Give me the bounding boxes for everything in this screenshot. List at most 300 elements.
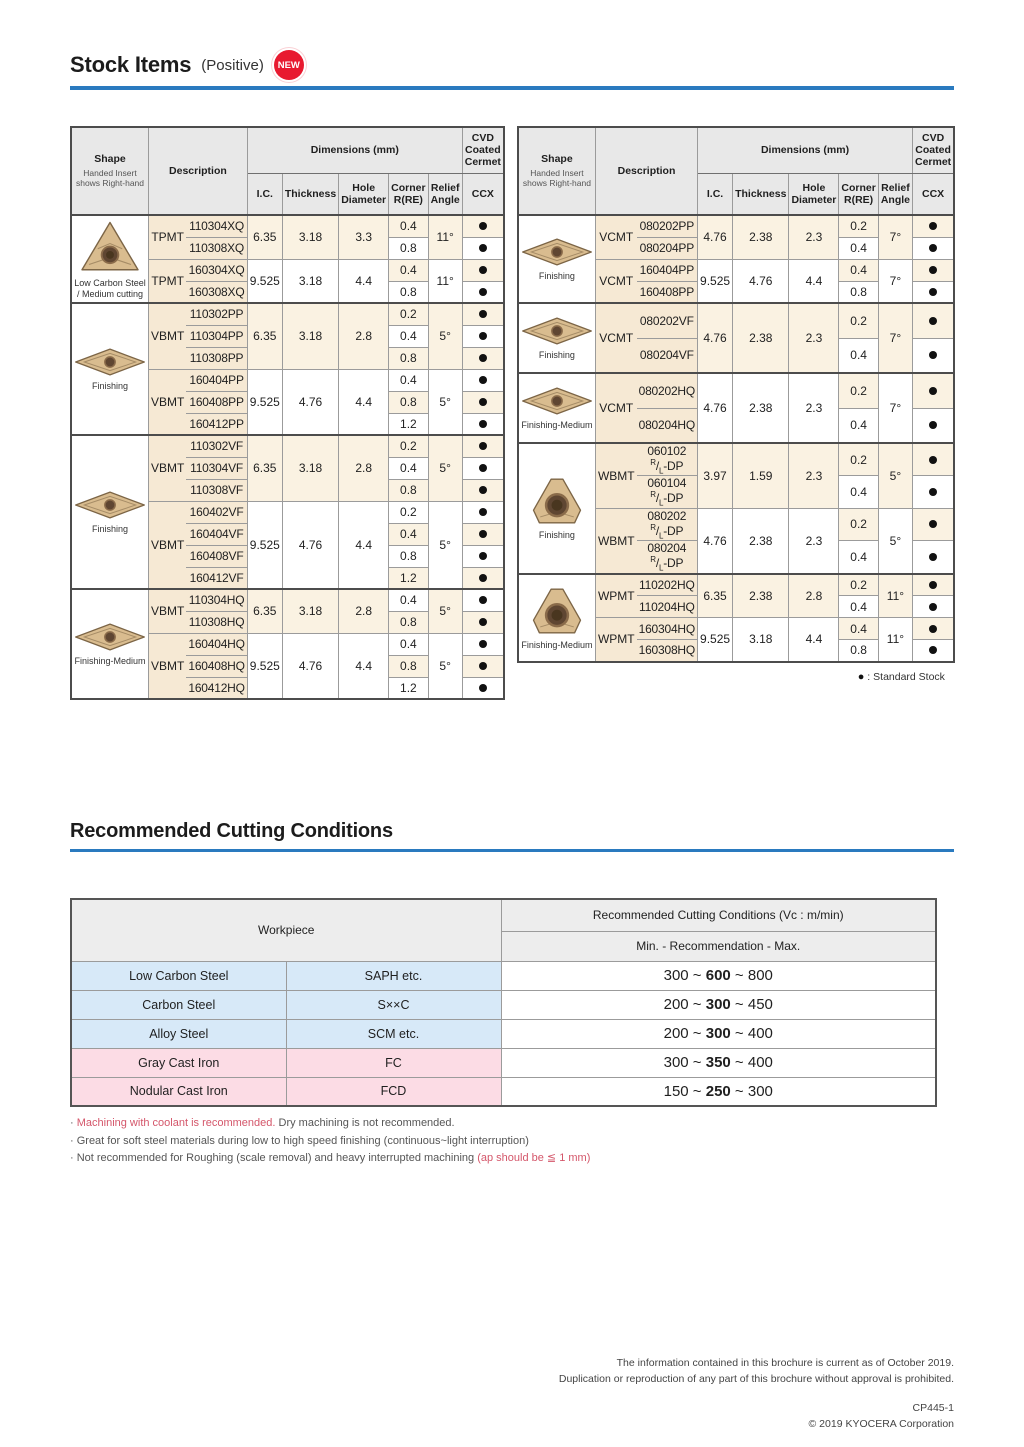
diamond-insert-icon xyxy=(74,621,146,653)
series-name: VCMT xyxy=(595,303,636,373)
shape-cell xyxy=(71,303,149,435)
relief-angle-value: 11° xyxy=(428,259,462,303)
workpiece-spec-cell: S××C xyxy=(286,990,501,1019)
shape-cell xyxy=(518,574,596,662)
cutting-speed-cell: 150 ~ 250 ~ 300 xyxy=(501,1077,936,1106)
insert-code: 110308VF xyxy=(186,479,247,501)
thickness-value: 2.38 xyxy=(733,303,789,373)
standard-stock-dot-icon xyxy=(479,288,487,296)
ccx-stock-cell xyxy=(913,237,955,259)
stock-table-left-wrap xyxy=(70,126,505,700)
series-name: VBMT xyxy=(149,303,187,369)
stock-row xyxy=(518,215,954,237)
ccx-stock-cell xyxy=(462,391,504,413)
insert-code: 160408PP xyxy=(637,281,698,303)
series-name: VBMT xyxy=(149,369,187,435)
thickness-value: 4.76 xyxy=(733,259,789,303)
hole-diameter-value: 4.4 xyxy=(339,259,389,303)
hole-diameter-value: 2.8 xyxy=(789,574,839,618)
new-badge: NEW xyxy=(274,50,304,80)
workpiece-material-cell: Carbon Steel xyxy=(71,990,286,1019)
standard-stock-dot-icon xyxy=(479,640,487,648)
thickness-value: 4.76 xyxy=(282,501,338,589)
ccx-stock-cell xyxy=(462,325,504,347)
shape-cell xyxy=(71,589,149,699)
ic-value: 4.76 xyxy=(698,373,733,443)
shape-cell xyxy=(518,443,596,574)
relief-angle-value: 5° xyxy=(428,435,462,501)
ic-header: I.C. xyxy=(247,173,282,215)
thickness-value: 3.18 xyxy=(282,435,338,501)
ic-value: 3.97 xyxy=(698,443,733,508)
hole-diameter-header: Hole Diameter xyxy=(339,173,389,215)
ccx-stock-cell xyxy=(913,596,955,618)
corner-r-value: 0.2 xyxy=(389,435,428,457)
corner-r-value: 0.8 xyxy=(389,347,428,369)
insert-code: 060102 $^R/_L-DP$ xyxy=(637,443,698,476)
diamond-insert-icon xyxy=(521,385,593,417)
description-column-header: Description xyxy=(149,127,248,215)
shape-usage-label: Finishing-Medium xyxy=(521,420,593,431)
insert-code: 080202PP xyxy=(637,215,698,237)
shape-cell xyxy=(518,215,596,303)
series-name: VBMT xyxy=(149,435,187,501)
hole-diameter-value: 2.8 xyxy=(339,435,389,501)
ccx-stock-cell xyxy=(462,589,504,611)
relief-angle-value: 5° xyxy=(428,589,462,633)
insert-code: 160304XQ xyxy=(186,259,247,281)
corner-r-value: 0.4 xyxy=(839,408,878,443)
workpiece-spec-cell: SAPH etc. xyxy=(286,961,501,990)
hole-diameter-value: 2.3 xyxy=(789,303,839,373)
corner-r-value: 0.8 xyxy=(389,611,428,633)
ccx-stock-cell xyxy=(913,508,955,540)
ccx-stock-cell xyxy=(462,435,504,457)
relief-angle-value: 7° xyxy=(878,303,912,373)
shape-usage-label: Low Carbon Steel / Medium cutting xyxy=(74,277,146,299)
ccx-stock-cell xyxy=(462,259,504,281)
thickness-value: 3.18 xyxy=(733,618,789,662)
workpiece-material-cell: Alloy Steel xyxy=(71,1019,286,1048)
footer-line-2: Duplication or reproduction of any part of this brochure without approval is prohibited. xyxy=(558,1372,954,1385)
workpiece-spec-cell: SCM etc. xyxy=(286,1019,501,1048)
footnote-line: · Great for soft steel materials during low to high speed finishing (continuous~light interruption) xyxy=(70,1134,529,1147)
condition-row xyxy=(71,990,936,1019)
corner-r-value: 0.4 xyxy=(389,457,428,479)
insert-code: 160404HQ xyxy=(186,633,247,655)
stock-row xyxy=(518,373,954,408)
condition-row xyxy=(71,1077,936,1106)
section-divider-2 xyxy=(70,849,954,852)
cutting-speed-cell: 200 ~ 300 ~ 400 xyxy=(501,1019,936,1048)
ic-value: 9.525 xyxy=(247,369,282,435)
relief-angle-value: 5° xyxy=(428,501,462,589)
hole-diameter-value: 2.8 xyxy=(339,303,389,369)
hole-diameter-value: 2.3 xyxy=(789,508,839,573)
cutting-speed-cell: 200 ~ 300 ~ 450 xyxy=(501,990,936,1019)
cutting-speed-cell: 300 ~ 600 ~ 800 xyxy=(501,961,936,990)
workpiece-material-cell: Low Carbon Steel xyxy=(71,961,286,990)
thickness-value: 2.38 xyxy=(733,373,789,443)
standard-stock-dot-icon xyxy=(479,684,487,692)
triangle-insert-icon xyxy=(78,219,142,275)
standard-stock-legend: ● : Standard Stock xyxy=(857,670,945,683)
footer-line-1: The information contained in this brochure is current as of October 2019. xyxy=(616,1356,954,1369)
shape-usage-label: Finishing xyxy=(538,350,575,361)
footnote-line: · Machining with coolant is recommended. Dry machining is not recommended. xyxy=(70,1117,455,1129)
thickness-value: 3.18 xyxy=(282,259,338,303)
ic-value: 9.525 xyxy=(247,259,282,303)
thickness-value: 2.38 xyxy=(733,215,789,259)
corner-r-value: 0.8 xyxy=(389,281,428,303)
insert-code: 160308XQ xyxy=(186,281,247,303)
stock-table-right xyxy=(517,126,955,663)
series-name: VCMT xyxy=(595,259,636,303)
copyright: © 2019 KYOCERA Corporation xyxy=(808,1418,954,1431)
shape-cell xyxy=(71,215,149,303)
workpiece-spec-cell: FCD xyxy=(286,1077,501,1106)
ccx-stock-cell xyxy=(462,281,504,303)
standard-stock-dot-icon xyxy=(479,442,487,450)
hole-diameter-value: 4.4 xyxy=(339,633,389,699)
hole-diameter-value: 4.4 xyxy=(789,259,839,303)
ccx-stock-cell xyxy=(913,281,955,303)
hole-diameter-value: 2.8 xyxy=(339,589,389,633)
stock-row xyxy=(71,303,504,325)
vc-header: Recommended Cutting Conditions (Vc : m/min) xyxy=(501,899,936,931)
standard-stock-dot-icon xyxy=(929,351,937,359)
ccx-stock-cell xyxy=(462,655,504,677)
ccx-stock-cell xyxy=(462,303,504,325)
workpiece-material-cell: Nodular Cast Iron xyxy=(71,1077,286,1106)
thickness-header: Thickness xyxy=(733,173,789,215)
thickness-value: 2.38 xyxy=(733,574,789,618)
ic-value: 6.35 xyxy=(247,215,282,259)
stock-table-right-wrap xyxy=(517,126,955,683)
workpiece-header: Workpiece xyxy=(71,899,501,961)
standard-stock-dot-icon xyxy=(479,530,487,538)
trigon-insert-icon xyxy=(528,585,586,637)
standard-stock-dot-icon xyxy=(929,520,937,528)
stock-items-header xyxy=(70,0,954,80)
standard-stock-dot-icon xyxy=(929,266,937,274)
shape-usage-label: Finishing xyxy=(538,271,575,282)
relief-angle-header: Relief Angle xyxy=(878,173,912,215)
standard-stock-dot-icon xyxy=(929,603,937,611)
ccx-stock-cell xyxy=(462,347,504,369)
corner-r-value: 0.4 xyxy=(839,237,878,259)
stock-dot-icon: ● xyxy=(857,670,865,683)
standard-stock-dot-icon xyxy=(479,486,487,494)
relief-angle-value: 5° xyxy=(428,303,462,369)
shape-usage-label: Finishing-Medium xyxy=(74,656,146,667)
insert-code: 080204VF xyxy=(637,338,698,373)
dimensions-header: Dimensions (mm) xyxy=(698,127,913,173)
cutting-conditions-title: Recommended Cutting Conditions xyxy=(70,820,393,842)
workpiece-spec-cell: FC xyxy=(286,1048,501,1077)
relief-angle-value: 11° xyxy=(878,574,912,618)
stock-row xyxy=(518,443,954,476)
insert-code: 110204HQ xyxy=(637,596,698,618)
ic-value: 6.35 xyxy=(247,435,282,501)
corner-r-value: 0.2 xyxy=(839,303,878,338)
corner-r-value: 0.4 xyxy=(389,523,428,545)
stock-row xyxy=(71,435,504,457)
insert-code: 160404PP xyxy=(637,259,698,281)
ccx-stock-cell xyxy=(462,369,504,391)
condition-row xyxy=(71,961,936,990)
thickness-value: 1.59 xyxy=(733,443,789,508)
relief-angle-value: 7° xyxy=(878,215,912,259)
ccx-header: CCX xyxy=(462,173,504,215)
ic-value: 6.35 xyxy=(247,589,282,633)
page-title: Stock Items xyxy=(70,52,192,77)
insert-code: 160412HQ xyxy=(186,677,247,699)
insert-code: 080202HQ xyxy=(637,373,698,408)
series-name: WPMT xyxy=(595,618,636,662)
insert-code: 160304HQ xyxy=(637,618,698,640)
standard-stock-dot-icon xyxy=(479,398,487,406)
standard-stock-dot-icon xyxy=(479,222,487,230)
cutting-speed-cell: 300 ~ 350 ~ 400 xyxy=(501,1048,936,1077)
ic-value: 4.76 xyxy=(698,303,733,373)
ccx-stock-cell xyxy=(913,259,955,281)
insert-code: 110304PP xyxy=(186,325,247,347)
insert-code: 110308XQ xyxy=(186,237,247,259)
ccx-stock-cell xyxy=(462,545,504,567)
corner-r-value: 0.8 xyxy=(389,237,428,259)
corner-r-value: 0.4 xyxy=(839,338,878,373)
shape-usage-label: Finishing-Medium xyxy=(521,639,593,650)
corner-r-header: Corner R(RE) xyxy=(839,173,878,215)
standard-stock-dot-icon xyxy=(479,464,487,472)
hole-diameter-value: 2.3 xyxy=(789,373,839,443)
hole-diameter-value: 2.3 xyxy=(789,443,839,508)
standard-stock-dot-icon xyxy=(479,332,487,340)
corner-r-value: 0.2 xyxy=(389,501,428,523)
ccx-stock-cell xyxy=(913,640,955,662)
ic-value: 9.525 xyxy=(698,618,733,662)
ic-header: I.C. xyxy=(698,173,733,215)
standard-stock-dot-icon xyxy=(479,420,487,428)
insert-code: 080204PP xyxy=(637,237,698,259)
standard-stock-dot-icon xyxy=(929,222,937,230)
series-name: VCMT xyxy=(595,215,636,259)
ccx-stock-cell xyxy=(462,479,504,501)
corner-r-value: 0.8 xyxy=(389,391,428,413)
insert-code: 110302PP xyxy=(186,303,247,325)
footnote-line: · Not recommended for Roughing (scale removal) and heavy interrupted machining (ap should be ≦ 1 mm) xyxy=(70,1152,591,1165)
corner-r-value: 1.2 xyxy=(389,567,428,589)
corner-r-value: 0.4 xyxy=(389,259,428,281)
relief-angle-value: 5° xyxy=(878,443,912,508)
shape-cell xyxy=(518,303,596,373)
insert-code: 080202 $^R/_L-DP$ xyxy=(637,508,698,540)
ccx-stock-cell xyxy=(913,215,955,237)
thickness-value: 4.76 xyxy=(282,633,338,699)
shape-usage-label: Finishing xyxy=(91,381,129,392)
relief-angle-value: 5° xyxy=(428,633,462,699)
ic-value: 9.525 xyxy=(698,259,733,303)
insert-code: 110308PP xyxy=(186,347,247,369)
insert-code: 160412VF xyxy=(186,567,247,589)
relief-angle-value: 5° xyxy=(878,508,912,573)
diamond-insert-icon xyxy=(521,236,593,268)
condition-row xyxy=(71,1019,936,1048)
corner-r-value: 0.2 xyxy=(839,508,878,540)
hole-diameter-value: 2.3 xyxy=(789,215,839,259)
standard-stock-dot-icon xyxy=(929,317,937,325)
shape-column-header: Shape Handed Insert shows Right-hand xyxy=(518,127,596,215)
ccx-stock-cell xyxy=(462,413,504,435)
insert-code: 080204HQ xyxy=(637,408,698,443)
ccx-stock-cell xyxy=(462,457,504,479)
ccx-stock-cell xyxy=(913,338,955,373)
insert-code: 110304HQ xyxy=(186,589,247,611)
series-name: WBMT xyxy=(595,443,636,508)
ccx-stock-cell xyxy=(462,567,504,589)
series-name: VBMT xyxy=(149,589,187,633)
shape-cell xyxy=(518,373,596,443)
series-name: TPMT xyxy=(149,215,187,259)
cvd-coated-cermet-header: CVD Coated Cermet xyxy=(462,127,504,173)
series-name: VBMT xyxy=(149,501,187,589)
hole-diameter-value: 4.4 xyxy=(339,369,389,435)
insert-code: 110304XQ xyxy=(186,215,247,237)
trigon-insert-icon xyxy=(528,475,586,527)
stock-row xyxy=(71,589,504,611)
shape-cell xyxy=(71,435,149,589)
corner-r-value: 0.2 xyxy=(839,373,878,408)
insert-code: 080202VF xyxy=(637,303,698,338)
standard-stock-dot-icon xyxy=(929,421,937,429)
corner-r-value: 0.4 xyxy=(389,369,428,391)
brochure-code: CP445-1 xyxy=(912,1402,954,1415)
corner-r-value: 0.8 xyxy=(839,640,878,662)
corner-r-value: 0.4 xyxy=(839,259,878,281)
insert-code: 110308HQ xyxy=(186,611,247,633)
corner-r-value: 0.2 xyxy=(389,303,428,325)
page-subtitle: (Positive) xyxy=(201,56,264,74)
corner-r-value: 0.2 xyxy=(839,215,878,237)
ccx-stock-cell xyxy=(913,476,955,508)
standard-stock-dot-icon xyxy=(479,354,487,362)
standard-stock-dot-icon xyxy=(929,387,937,395)
insert-code: 110302VF xyxy=(186,435,247,457)
standard-stock-dot-icon xyxy=(479,266,487,274)
relief-angle-value: 5° xyxy=(428,369,462,435)
corner-r-value: 0.4 xyxy=(389,215,428,237)
insert-code: 160404VF xyxy=(186,523,247,545)
relief-angle-value: 11° xyxy=(428,215,462,259)
hole-diameter-header: Hole Diameter xyxy=(789,173,839,215)
corner-r-value: 0.4 xyxy=(839,618,878,640)
stock-row xyxy=(518,574,954,596)
thickness-value: 3.18 xyxy=(282,303,338,369)
diamond-insert-icon xyxy=(74,489,146,521)
thickness-value: 4.76 xyxy=(282,369,338,435)
standard-stock-dot-icon xyxy=(479,310,487,318)
ccx-stock-cell xyxy=(462,523,504,545)
ccx-stock-cell xyxy=(913,541,955,574)
standard-stock-dot-icon xyxy=(929,553,937,561)
thickness-value: 3.18 xyxy=(282,215,338,259)
ccx-header: CCX xyxy=(913,173,955,215)
insert-code: 160402VF xyxy=(186,501,247,523)
hole-diameter-value: 3.3 xyxy=(339,215,389,259)
ic-value: 6.35 xyxy=(247,303,282,369)
insert-code: 160408HQ xyxy=(186,655,247,677)
corner-r-value: 0.8 xyxy=(839,281,878,303)
corner-r-value: 0.4 xyxy=(389,633,428,655)
thickness-header: Thickness xyxy=(282,173,338,215)
ccx-stock-cell xyxy=(462,677,504,699)
corner-r-value: 0.2 xyxy=(839,443,878,476)
page-footer xyxy=(70,1356,954,1433)
standard-stock-dot-icon xyxy=(479,376,487,384)
cutting-conditions-section xyxy=(70,820,954,1168)
corner-r-value: 0.4 xyxy=(839,476,878,508)
relief-angle-value: 7° xyxy=(878,373,912,443)
standard-stock-dot-icon xyxy=(479,574,487,582)
corner-r-value: 0.2 xyxy=(839,574,878,596)
ic-value: 6.35 xyxy=(698,574,733,618)
corner-r-value: 1.2 xyxy=(389,413,428,435)
standard-stock-dot-icon xyxy=(929,488,937,496)
condition-row xyxy=(71,1048,936,1077)
ic-value: 4.76 xyxy=(698,508,733,573)
insert-code: 060104 $^R/_L-DP$ xyxy=(637,476,698,508)
workpiece-material-cell: Gray Cast Iron xyxy=(71,1048,286,1077)
relief-angle-header: Relief Angle xyxy=(428,173,462,215)
diamond-insert-icon xyxy=(521,315,593,347)
corner-r-header: Corner R(RE) xyxy=(389,173,428,215)
corner-r-value: 0.8 xyxy=(389,655,428,677)
stock-tables xyxy=(70,126,954,700)
ic-value: 9.525 xyxy=(247,633,282,699)
standard-stock-dot-icon xyxy=(929,625,937,633)
corner-r-value: 0.4 xyxy=(839,541,878,574)
ic-value: 9.525 xyxy=(247,501,282,589)
footnotes xyxy=(70,1115,954,1168)
standard-stock-dot-icon xyxy=(479,662,487,670)
standard-stock-dot-icon xyxy=(479,508,487,516)
series-name: WPMT xyxy=(595,574,636,618)
insert-code: 160408PP xyxy=(186,391,247,413)
series-name: VBMT xyxy=(149,633,187,699)
standard-stock-dot-icon xyxy=(929,288,937,296)
cutting-conditions-table xyxy=(70,898,937,1107)
diamond-insert-icon xyxy=(74,346,146,378)
ccx-stock-cell xyxy=(462,237,504,259)
standard-stock-dot-icon xyxy=(929,456,937,464)
hole-diameter-value: 4.4 xyxy=(789,618,839,662)
dimensions-header: Dimensions (mm) xyxy=(247,127,462,173)
standard-stock-dot-icon xyxy=(929,646,937,654)
stock-table-left xyxy=(70,126,505,700)
series-name: WBMT xyxy=(595,508,636,573)
corner-r-value: 0.4 xyxy=(389,589,428,611)
shape-usage-label: Finishing xyxy=(91,524,129,535)
corner-r-value: 0.8 xyxy=(389,479,428,501)
ic-value: 4.76 xyxy=(698,215,733,259)
ccx-stock-cell xyxy=(913,618,955,640)
insert-code: 160404PP xyxy=(186,369,247,391)
corner-r-value: 0.4 xyxy=(389,325,428,347)
ccx-stock-cell xyxy=(913,373,955,408)
standard-stock-dot-icon xyxy=(479,244,487,252)
ccx-stock-cell xyxy=(913,443,955,476)
